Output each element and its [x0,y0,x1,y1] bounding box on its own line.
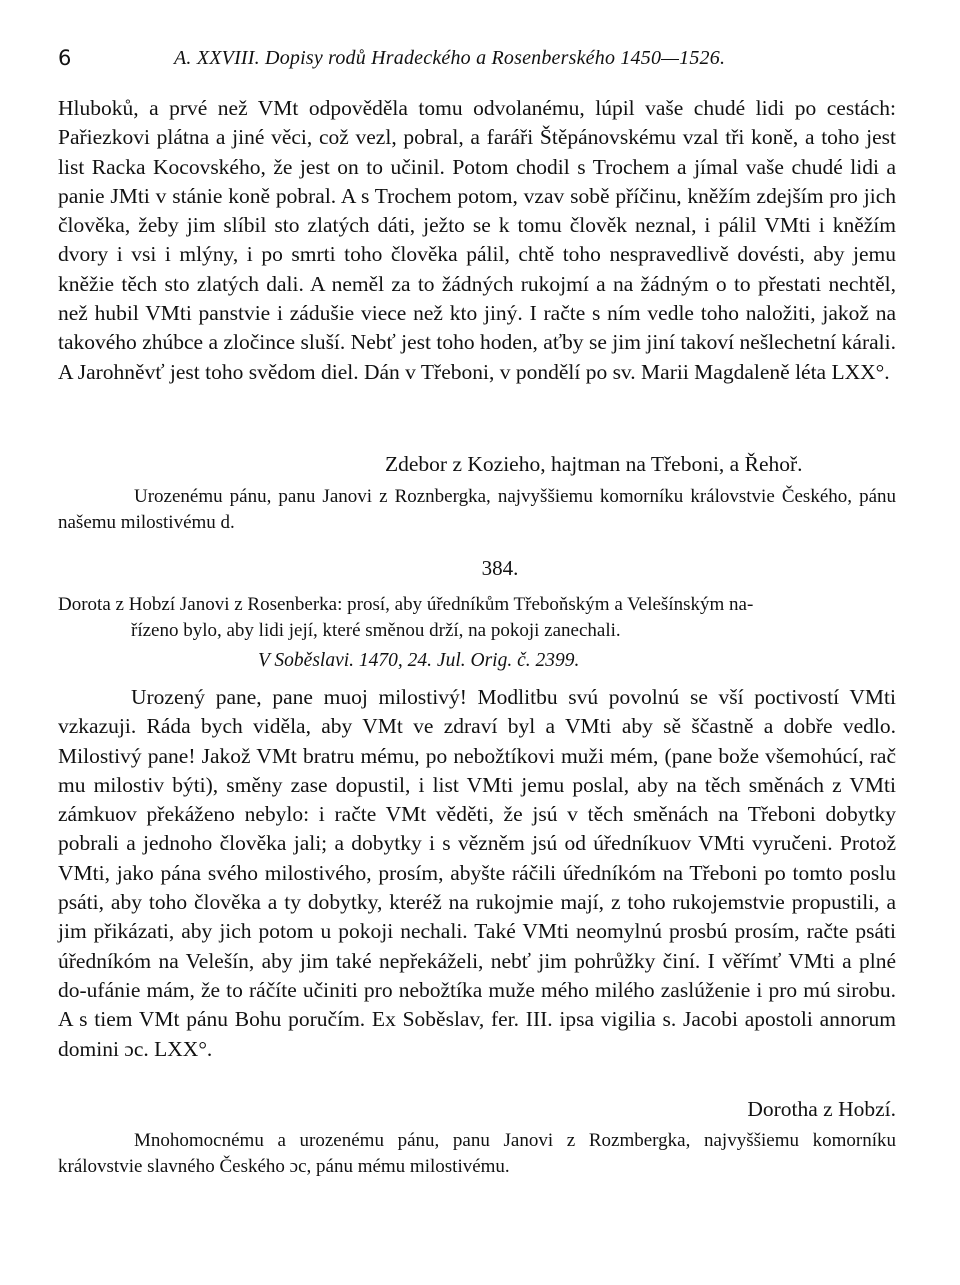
running-title: A. XXVIII. Dopisy rodů Hradeckého a Rosenberského 1450—1526. [174,47,726,69]
letter-2-signature: Dorotha z Hobzí. [747,1097,896,1121]
letter-1-body: Hluboků, a prvé než VMt odpověděla tomu odvolanému, lúpil vaše chudé lidi po cestách: Pařiezkovi plátna a jiné věci, což vezl, pobral, a faráři Štěpánovskému vzal tři koně, a toho jest list Racka Kocovského, že jest on to učinil. Potom chodil s Trochem a jímal vaše chudé lidi a panie JMti v stánie koně pobral. A s Trochem potom, vzav sobě příčinu, kněžím zdejším pro jich člověka, žeby jim slíbil sto zlatých dáti, ježto se k tomu člověk neznal, i pálil VMti i kněžím dvory i vsi i mlýny, i po smrti toho člověka pálil, chtě toho nespravedlivě dovésti, aby jemu kněžie těch sto zlatých dali. A neměl za to žádných rukojmí a na žádným o to přestati nechtěl, než hubil VMti panstvie i zádušie viece než kto jiný. I račte s ním vedle toho naložiti, jakož na takového zhúbce a zločince sluší. Nebť jest toho hoden, aťby se jim jiní takoví nešlechetní kárali. A Jarohněvť jest toho svědom diel. Dán v Třeboni, v pondělí po sv. Marii Magdaleně léta LXX°. [58,96,896,384]
letter-2-dating: V Soběslavi. 1470, 24. Jul. Orig. č. 2399. [258,650,580,671]
document-number: 384. [481,556,519,580]
letter-2-regest [58,592,896,644]
letter-1-signature: Zdebor z Kozieho, hajtman na Třeboni, a Řehoř. [385,452,803,476]
letter-2-body: Urozený pane, pane muoj milostivý! Modlitbu svú povolnú se vší poctivostí VMti vzkazuji. Ráda bych viděla, aby VMt ve zdraví byl a VMti aby sě ščastně a dobře vedlo. Milostivý pane! Jakož VMt bratru mému, po nebožtíkovi muži mém, (pane bože všemohúcí, rač mu milostiv býti), směny zase dopustil, i list VMti jemu poslal, aby na těch směnách z VMti zámkuov překáženo nebylo: i račte VMt věděti, že jsú v těch směnách na Třeboni dobytky pobrali a jednoho člověka jali; a dobytky i s vězněm jsú od úředníkuov VMti vyručeni. Protož VMti, jako pána svého milostivého, prosím, abyšte ráčili úředníkóm na Třeboni po tomto poslu psáti, aby toho člověka a ty dobytky, kteréž na rukojmie mají, z toho rukojemstvie propustili, a jim přikázati, aby jich potom u pokoji nechali. Také VMti neomylnú prosbú prosím, račte psáti úředníkóm na Velešín, aby jim také nepřekáželi, nebť jim pohrůžky činí. I věřímť VMti a plné do-ufánie mám, že to ráčíte učiniti pro nebožtíka muže mého milého zaslúženie i pro mú sirobu. A s tiem VMt pánu Bohu poručím. Ex Soběslav, fer. III. ipsa vigilia s. Jacobi apostoli annorum domini ɔc. LXX°. [58,685,896,1061]
page-header [58,46,898,76]
regest-line-2: řízeno bylo, aby lidi její, které směnou drží, na pokoji zanechali. [131,620,621,641]
page-number: 6 [58,46,72,70]
letter-1-address: Urozenému pánu, panu Janovi z Roznbergka, najvyššiemu komorníku královstvie Českého, pánu našemu milostivému d. [58,486,896,533]
letter-2-address: Mnohomocnému a urozenému pánu, panu Janovi z Rozmbergka, najvyššiemu komorníku královstvie slavného Českého ɔc, pánu mému milostivému. [58,1130,896,1177]
regest-line-1: Dorota z Hobzí Janovi z Rosenberka: prosí, aby úředníkům Třeboňským a Velešínským na- [58,594,754,615]
